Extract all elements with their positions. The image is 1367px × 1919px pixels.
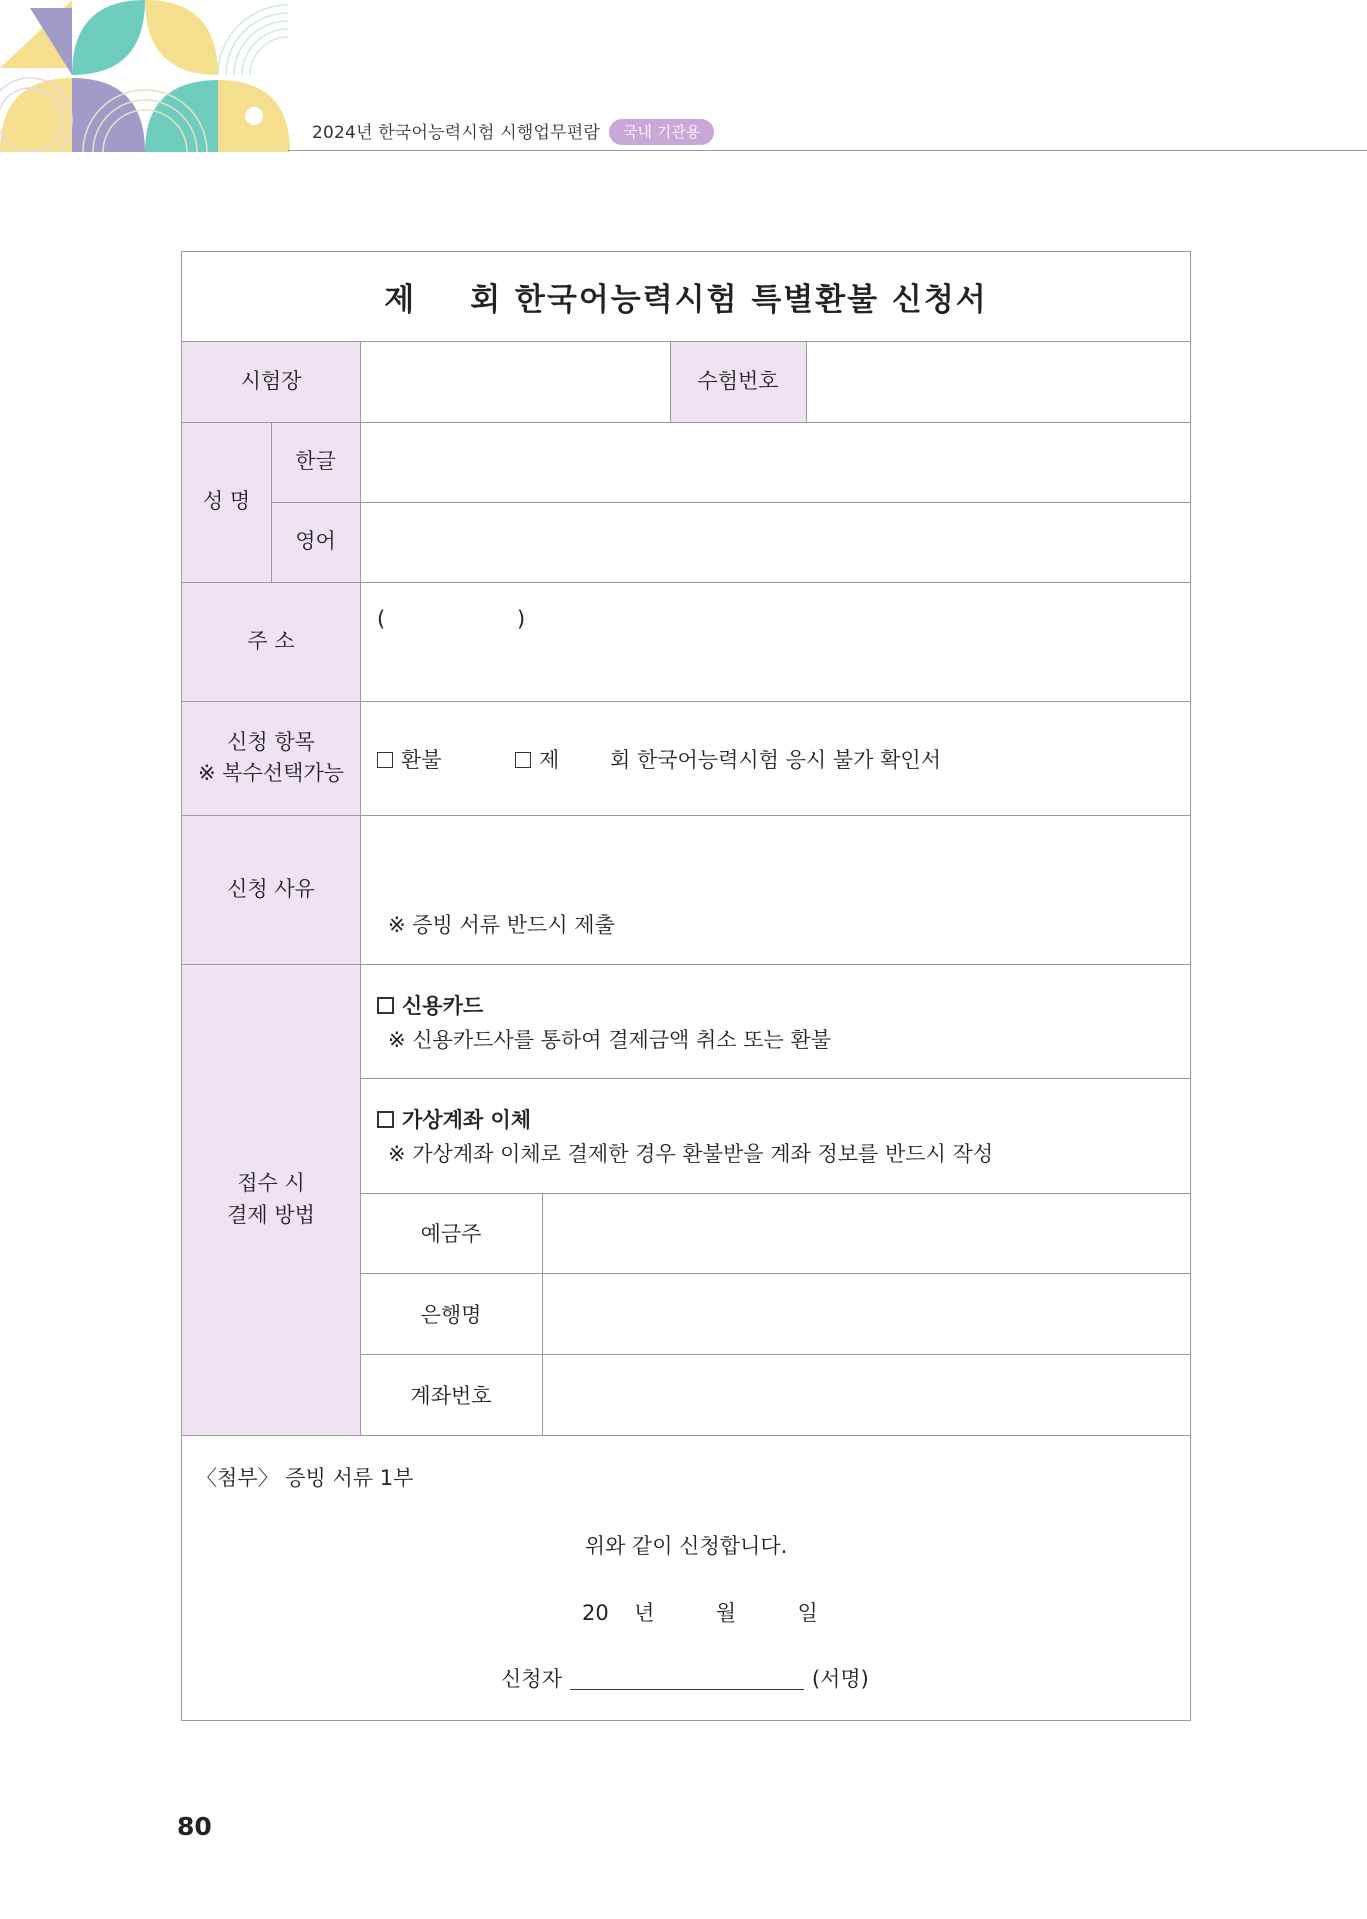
refund-checkbox[interactable]	[377, 752, 393, 768]
payment-label-line2: 결제 방법	[227, 1202, 315, 1227]
exam-number-field[interactable]	[806, 341, 1190, 422]
reason-note: ※ 증빙 서류 반드시 제출	[388, 913, 615, 937]
depositor-label: 예금주	[420, 1222, 482, 1246]
address-field[interactable]	[360, 582, 1190, 701]
signature-line[interactable]	[570, 1669, 804, 1690]
option-cert-prefix: 제	[539, 748, 560, 772]
grid-line	[271, 422, 272, 582]
grid-line	[271, 502, 1190, 503]
grid-line	[182, 341, 1190, 342]
address-close-paren: )	[517, 607, 526, 631]
virtual-account-checkbox[interactable]	[377, 1111, 394, 1128]
date-line	[582, 1597, 818, 1627]
exam-site-field[interactable]	[360, 341, 670, 422]
date-year: 20	[582, 1601, 609, 1625]
applicant-line	[501, 1663, 869, 1693]
request-items-field	[360, 701, 1190, 815]
grid-line	[360, 1078, 1190, 1079]
virtual-account-section	[360, 1078, 1190, 1193]
grid-line	[360, 1273, 1190, 1274]
form-title-suffix: 회 한국어능력시험 특별환불 신청서	[470, 282, 988, 318]
grid-line	[670, 341, 671, 422]
depositor-field[interactable]	[542, 1193, 1190, 1273]
date-day-unit: 일	[797, 1601, 818, 1625]
virtual-account-note: ※ 가상계좌 이체로 결제한 경우 환불받을 계좌 정보를 반드시 작성	[388, 1142, 994, 1166]
credit-card-option[interactable]	[377, 990, 483, 1020]
grid-line	[360, 1354, 1190, 1355]
applicant-label: 신청자	[501, 1667, 562, 1691]
date-year-unit: 년	[634, 1601, 655, 1625]
account-number-label: 계좌번호	[410, 1383, 492, 1408]
grid-line	[182, 964, 1190, 965]
grid-line	[806, 341, 807, 422]
exam-number-label: 수험번호	[670, 341, 806, 422]
header-decoration	[0, 0, 300, 152]
page-number: 80	[177, 1812, 212, 1841]
header-title: 2024년 한국어능력시험 시행업무편람	[312, 123, 600, 143]
credit-card-section	[360, 964, 1190, 1078]
option-cert-suffix: 회 한국어능력시험 응시 불가 확인서	[610, 748, 941, 772]
grid-line	[360, 341, 361, 1435]
grid-line	[182, 582, 1190, 583]
grid-line	[182, 1435, 1190, 1436]
signature-label: (서명)	[811, 1667, 869, 1691]
request-items-label	[182, 701, 360, 815]
grid-line	[360, 1193, 1190, 1194]
credit-card-note: ※ 신용카드사를 통하여 결제금액 취소 또는 환불	[388, 1028, 832, 1052]
request-items-label-line1: 신청 항목	[227, 729, 315, 754]
statement: 위와 같이 신청합니다.	[584, 1534, 788, 1558]
korean-name-field[interactable]	[360, 422, 1190, 502]
cert-checkbox[interactable]	[515, 752, 531, 768]
exam-site-label: 시험장	[182, 341, 360, 422]
grid-line	[182, 815, 1190, 816]
option-refund-label: 환불	[401, 748, 442, 772]
grid-line	[542, 1193, 543, 1435]
virtual-account-label: 가상계좌 이체	[402, 1108, 532, 1132]
refund-application-form	[181, 251, 1191, 1721]
grid-line	[182, 701, 1190, 702]
address-label: 주 소	[182, 582, 360, 701]
form-title-prefix: 제	[384, 282, 417, 318]
option-refund[interactable]	[377, 744, 442, 774]
account-number-field[interactable]	[542, 1354, 1190, 1435]
virtual-account-option[interactable]	[377, 1104, 531, 1134]
request-items-label-line2: ※ 복수선택가능	[198, 761, 344, 785]
reason-label: 신청 사유	[182, 815, 360, 964]
header-badge: 국내 기관용	[609, 119, 714, 145]
korean-name-label: 한글	[271, 422, 360, 502]
reason-field[interactable]	[360, 815, 1190, 964]
payment-label-line1: 접수 시	[237, 1171, 305, 1195]
form-title	[182, 252, 1190, 341]
name-label: 성 명	[182, 422, 271, 582]
header-rule	[288, 150, 1367, 151]
bank-name-field[interactable]	[542, 1273, 1190, 1354]
date-month-unit: 월	[715, 1601, 737, 1625]
bank-name-label: 은행명	[420, 1302, 482, 1327]
english-name-label: 영어	[271, 502, 360, 582]
attachment-note: 〈첨부〉 증빙 서류 1부	[196, 1466, 414, 1490]
english-name-field[interactable]	[360, 502, 1190, 582]
option-cert[interactable]	[515, 744, 559, 774]
address-open-paren: (	[377, 607, 386, 631]
credit-card-checkbox[interactable]	[377, 997, 394, 1014]
payment-method-label	[182, 964, 360, 1435]
credit-card-label: 신용카드	[402, 994, 484, 1018]
grid-line	[182, 422, 1190, 423]
